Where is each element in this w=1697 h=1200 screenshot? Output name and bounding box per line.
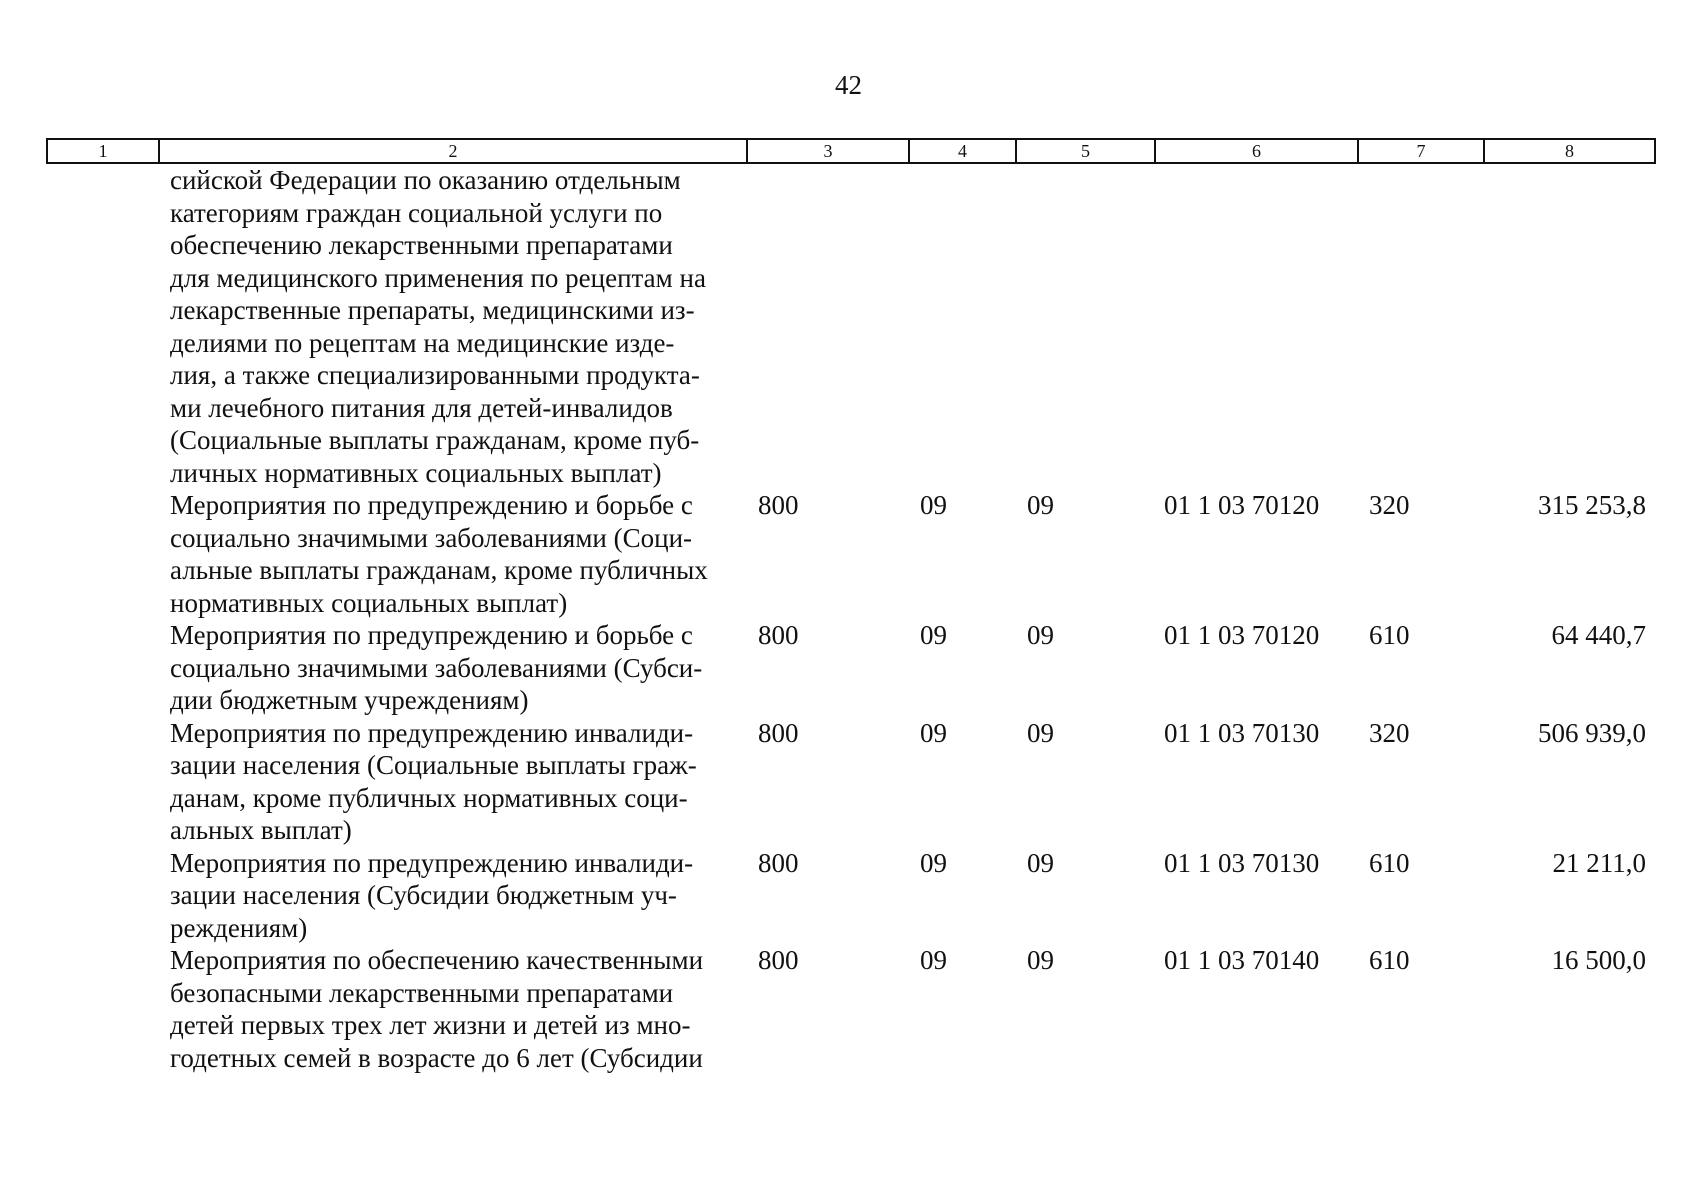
table-row [46,164,1656,489]
row-subsection: 09 [1027,490,1054,520]
row-section: 09 [920,717,947,748]
header-col-6: 6 [1156,140,1359,162]
row-ministry: 800 [758,847,799,878]
row-target: 01 1 03 70120 [1164,490,1320,520]
page-number: 42 [835,70,862,100]
row-amount: 506 939,0 [1538,717,1646,748]
row-description: Мероприятия по предупреждению и борьбе с социально значимыми заболеваниями (Соци- альные выплаты гражданам, кроме публичных нормативных социальных выплат) [170,490,708,618]
row-target: 01 1 03 70140 [1164,945,1320,975]
row-description: Мероприятия по предупреждению инвалиди- зации населения (Социальные выплаты граж- данам, кроме публичных нормативных соци- альных выплат) [170,717,697,845]
row-expense-type: 610 [1369,620,1410,650]
row-ministry: 800 [758,490,799,520]
row-description: Мероприятия по предупреждению инвалиди- зации населения (Субсидии бюджетным уч- реждениям) [170,847,694,943]
table-row [46,847,1656,945]
row-amount: 315 253,8 [1538,490,1646,520]
row-description: Мероприятия по обеспечению качественными безопасными лекарственными препаратами детей первых трех лет жизни и детей из мно- годетных семей в возрасте до 6 лет (Субсидии [170,945,704,1073]
table-row [46,717,1656,847]
row-expense-type: 320 [1369,490,1410,520]
row-number-cell [46,489,158,619]
row-section: 09 [920,945,947,975]
row-description: Мероприятия по предупреждению и борьбе с социально значимыми заболеваниями (Субси- дии бюджетным учреждениям) [170,620,703,715]
header-col-7: 7 [1359,140,1485,162]
header-col-5: 5 [1017,140,1156,162]
row-expense-type: 610 [1369,945,1410,975]
table-row [46,489,1656,619]
row-amount [1483,164,1656,489]
row-section: 09 [920,847,947,878]
row-ministry: 800 [758,620,799,650]
row-expense-type [1357,164,1483,489]
row-amount: 64 440,7 [1551,620,1646,650]
row-target: 01 1 03 70130 [1164,847,1320,878]
header-col-1: 1 [48,140,160,162]
row-subsection: 09 [1027,945,1054,975]
table-body [46,164,1656,1074]
row-amount: 16 500,0 [1551,945,1646,975]
row-expense-type: 320 [1369,717,1410,748]
row-subsection: 09 [1027,620,1054,650]
row-subsection [1015,164,1154,489]
header-col-3: 3 [748,140,910,162]
row-ministry: 800 [758,945,799,975]
table-row [46,944,1656,1074]
row-subsection: 09 [1027,717,1054,748]
row-section: 09 [920,490,947,520]
header-col-2: 2 [160,140,748,162]
row-number-cell [46,847,158,945]
row-target [1154,164,1357,489]
row-ministry: 800 [758,717,799,748]
row-description: сийской Федерации по оказанию отдельным категориям граждан социальной услуги по обеспечению лекарственными препаратами для медицинского применения по рецептам на лекарственные препараты, медицинскими из- делиями по рецептам на медицинские изде- лия, а также специализированными продукта- ми лечебного питания для детей-инвалидов (Социальные выплаты гражданам, кроме пуб- личных нормативных социальных выплат) [170,165,706,488]
row-section [908,164,1015,489]
table-row [46,619,1656,717]
header-col-4: 4 [910,140,1017,162]
row-target: 01 1 03 70130 [1164,717,1320,748]
row-ministry [746,164,908,489]
row-amount: 21 211,0 [1552,847,1646,878]
row-subsection: 09 [1027,847,1054,878]
row-section: 09 [920,620,947,650]
row-number-cell [46,717,158,847]
row-number-cell [46,164,158,489]
row-expense-type: 610 [1369,847,1410,878]
row-target: 01 1 03 70120 [1164,620,1320,650]
row-number-cell [46,619,158,717]
table-header [46,138,1656,164]
row-number-cell [46,944,158,1074]
header-col-8: 8 [1565,141,1574,161]
